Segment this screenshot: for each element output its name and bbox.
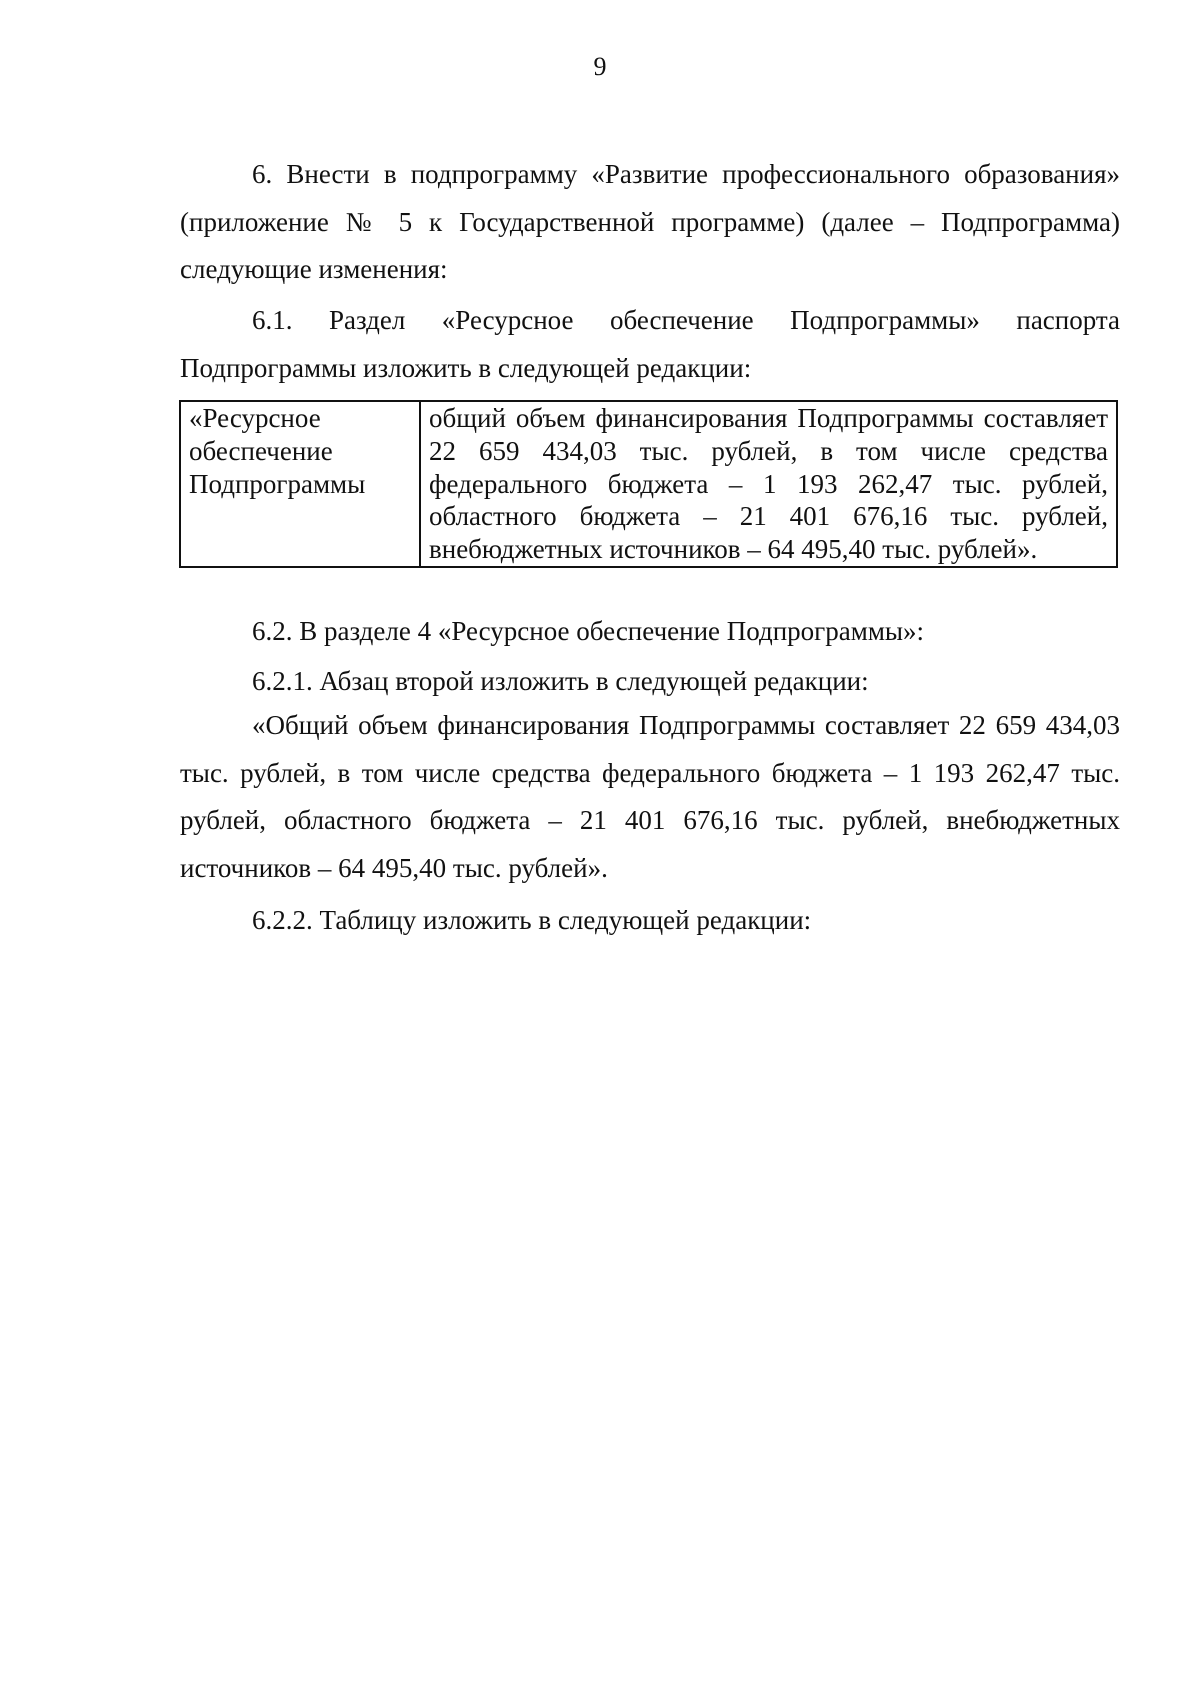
paragraph-6-2-1-quote-text: «Общий объем финансирования Подпрограммы составляет 22 659 434,03 тыс. рублей, в том числе средства федерального бюджета – 1 193 262,47 тыс. рублей, областного бюджета – 21 401 676,16 тыс. рублей, внебюджетных источников – 64 495,40 тыс. рублей». — [180, 710, 1120, 883]
paragraph-6-2-2 — [180, 897, 1120, 945]
resource-table — [179, 400, 1118, 568]
resource-label-cell: «Ресурсное обеспечение Подпрограммы — [180, 401, 420, 567]
paragraph-6-2-2-text: 6.2.2. Таблицу изложить в следующей редакции: — [252, 905, 812, 935]
resource-value-cell: общий объем финансирования Подпрограммы составляет 22 659 434,03 тыс. рублей, в том числе средства федерального бюджета – 1 193 262,47 тыс. рублей, областного бюджета – 21 401 676,16 тыс. рублей, внебюджетных источников – 64 495,40 тыс. рублей». — [420, 401, 1117, 567]
page-number: 9 — [593, 52, 607, 81]
table-row — [180, 401, 1117, 567]
paragraph-6-2-text: 6.2. В разделе 4 «Ресурсное обеспечение Подпрограммы»: — [252, 616, 925, 646]
paragraph-6 — [180, 151, 1120, 294]
paragraph-6-2-1-text: 6.2.1. Абзац второй изложить в следующей редакции: — [252, 666, 869, 696]
paragraph-6-1-text: 6.1. Раздел «Ресурсное обеспечение Подпрограммы» паспорта Подпрограммы изложить в следующей редакции: — [180, 305, 1120, 383]
paragraph-6-1 — [180, 297, 1120, 392]
paragraph-6-2-1 — [180, 658, 1120, 706]
paragraph-6-2 — [180, 608, 1120, 656]
paragraph-6-2-1-quote — [180, 702, 1120, 892]
paragraph-6-text: 6. Внести в подпрограмму «Развитие профессионального образования» (приложение № 5 к Государственной программе) (далее – Подпрограмма) следующие изменения: — [180, 159, 1120, 284]
